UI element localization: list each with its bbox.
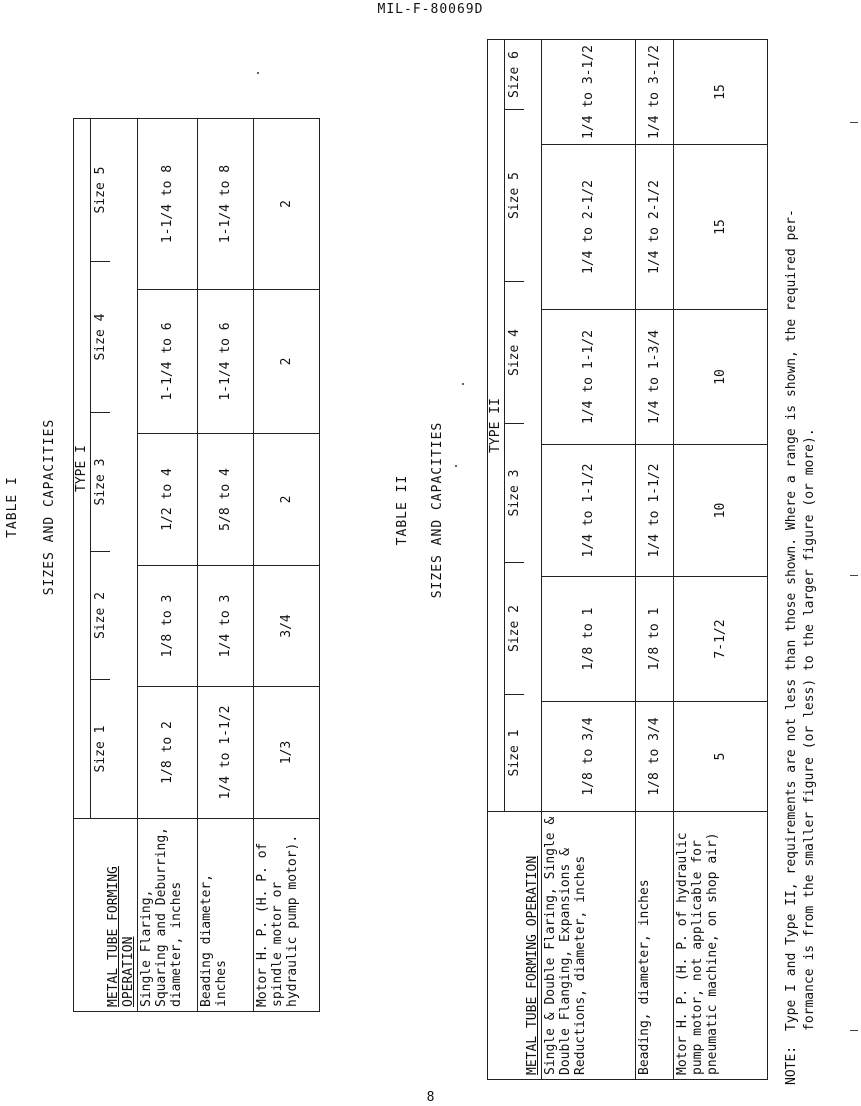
table1-size-1: Size 1 (91, 680, 110, 819)
table1 (73, 118, 320, 1012)
table1-block (73, 119, 319, 1012)
table1-row (198, 119, 254, 1012)
table1-cell: 1-1/4 to 6 (138, 290, 198, 434)
table2-size-5: Size 5 (505, 110, 524, 282)
table2-size-1: Size 1 (505, 695, 524, 812)
table1-row-label: Motor H. P. (H. P. of spindle motor or hydraulic pump motor). (254, 819, 320, 1012)
table1-caption-block (2, 2, 62, 1012)
table1-cell: 3/4 (254, 566, 320, 687)
table1-row-label: Beading diameter, inches (198, 819, 254, 1012)
table1-size-3: Size 3 (91, 413, 110, 552)
table2-op-header: METAL TUBE FORMING OPERATION (488, 812, 542, 1080)
table1-size-2: Size 2 (91, 552, 110, 680)
note-line-1: Type I and Type II, requirements are not less than those shown. Where a range is shown, the required per- (784, 209, 799, 1031)
table2-size-6: Size 6 (507, 51, 522, 98)
table1-cell: 1-1/4 to 6 (198, 290, 254, 434)
table2-cell: 1/4 to 1-1/2 (636, 445, 674, 577)
table-note (783, 55, 831, 1085)
table2-cell: 10 (674, 445, 768, 577)
margin-mark (850, 1030, 858, 1031)
scan-speck (462, 383, 464, 385)
table1-type-group (74, 119, 138, 819)
table1-row (138, 119, 198, 1012)
table2-cell: 1/4 to 3-1/2 (636, 39, 674, 144)
table2-row-label: Motor H. P. (H. P. of hydraulic pump motor, not applicable for pneumatic machine, on shop air) (674, 812, 768, 1080)
table2-cell: 1/4 to 3-1/2 (542, 39, 636, 144)
table2-size-2: Size 2 (505, 563, 524, 695)
table1-type-label: TYPE I (74, 119, 91, 818)
page-number: 8 (426, 1090, 435, 1105)
table2-row-label: Beading, diameter, inches (636, 812, 674, 1080)
table1-size-4: Size 4 (91, 262, 110, 413)
table1-cell: 5/8 to 4 (198, 434, 254, 566)
table2-row (542, 39, 636, 1079)
table2-caption-block (392, 10, 452, 1010)
table2-row-label: Single & Double Flaring, Single & Double Flanging, Expansions & Reductions, diameter, inches (542, 812, 636, 1080)
table2-subtitle: SIZES AND CAPACITIES (430, 421, 445, 599)
table2-cell: 1/4 to 1-3/4 (636, 310, 674, 445)
scan-speck (257, 72, 259, 74)
table2-block (487, 40, 767, 1080)
table1-cell: 1-1/4 to 8 (138, 119, 198, 290)
table2-cell: 1/8 to 3/4 (542, 702, 636, 812)
table1-cell: 1-1/4 to 8 (198, 119, 254, 290)
note-line-2: formance is from the smaller figure (or less) to the larger figure (or more). (802, 428, 817, 1031)
note-label: NOTE: (784, 1045, 799, 1085)
table2-cell: 1/8 to 1 (636, 577, 674, 702)
table1-cell: 1/8 to 2 (138, 687, 198, 819)
table1-cell: 2 (254, 290, 320, 434)
table2-row (674, 39, 768, 1079)
table1-row (254, 119, 320, 1012)
table2-cell: 15 (674, 39, 768, 144)
table1-cell: 1/4 to 3 (198, 566, 254, 687)
table1-cell: 1/2 to 4 (138, 434, 198, 566)
table2-size-3: Size 3 (505, 424, 524, 563)
table2-cell: 1/4 to 2-1/2 (636, 145, 674, 310)
table2-cell: 5 (674, 702, 768, 812)
table2-cell: 1/4 to 1-1/2 (542, 310, 636, 445)
margin-mark (850, 575, 858, 576)
table2-cell: 1/4 to 1-1/2 (542, 445, 636, 577)
table1-title: TABLE I (5, 476, 20, 538)
margin-mark (850, 122, 858, 123)
table1-row-label: Single Flaring, Squaring and Deburring, diameter, inches (138, 819, 198, 1012)
table2-cell: 7-1/2 (674, 577, 768, 702)
table2-cell: 15 (674, 145, 768, 310)
table1-op-header: METAL TUBE FORMING OPERATION (74, 819, 138, 1012)
table1-subtitle: SIZES AND CAPACITIES (42, 418, 57, 596)
table2-size-4: Size 4 (505, 282, 524, 424)
table1-cell: 2 (254, 119, 320, 290)
table2-cell: 1/8 to 3/4 (636, 702, 674, 812)
table2-type-group (488, 39, 542, 811)
scan-speck (455, 465, 457, 467)
table2 (487, 39, 768, 1080)
table2-cell: 1/8 to 1 (542, 577, 636, 702)
table2-cell: 10 (674, 310, 768, 445)
table1-size-5: Size 5 (93, 166, 108, 214)
table1-cell: 1/8 to 3 (138, 566, 198, 687)
document-id: MIL-F-80069D (377, 2, 484, 17)
table1-cell: 1/4 to 1-1/2 (198, 687, 254, 819)
table2-title: TABLE II (395, 474, 410, 546)
table2-type-label: TYPE II (488, 40, 505, 811)
table2-cell: 1/4 to 2-1/2 (542, 145, 636, 310)
table1-cell: 2 (254, 434, 320, 566)
table2-row (636, 39, 674, 1079)
table1-cell: 1/3 (254, 687, 320, 819)
